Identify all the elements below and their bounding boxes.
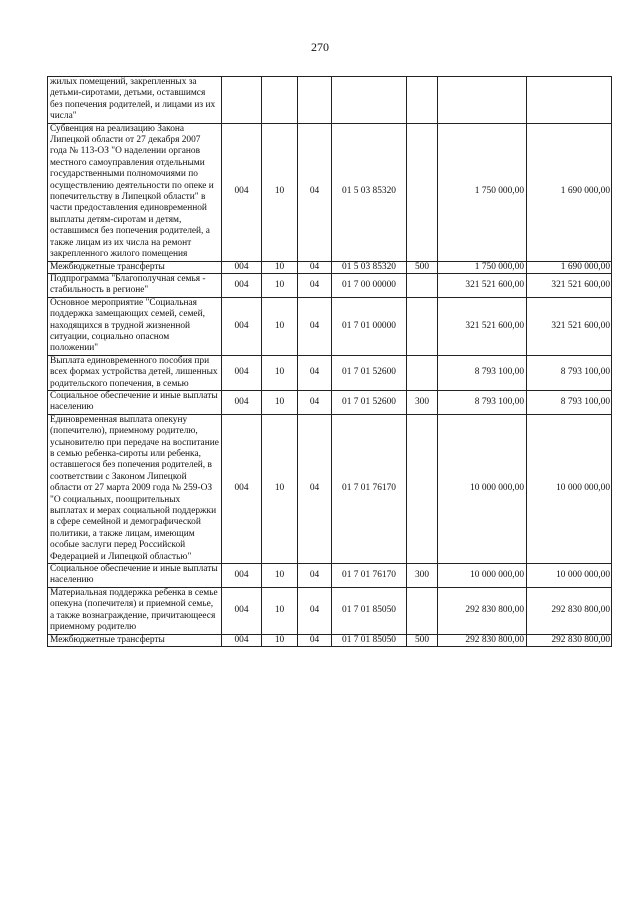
cell-ved-code — [222, 77, 262, 124]
cell-name: Межбюджетные трансферты — [48, 261, 222, 273]
cell-subsection-code: 04 — [298, 261, 332, 273]
cell-amount-1 — [438, 77, 527, 124]
cell-subsection-code: 04 — [298, 297, 332, 355]
cell-subsection-code: 04 — [298, 634, 332, 646]
cell-subsection-code: 04 — [298, 355, 332, 390]
cell-amount-1: 8 793 100,00 — [438, 355, 527, 390]
cell-expense-type — [407, 587, 438, 634]
table-row — [48, 77, 612, 124]
cell-subsection-code: 04 — [298, 390, 332, 414]
cell-amount-1: 8 793 100,00 — [438, 390, 527, 414]
cell-amount-2: 292 830 800,00 — [527, 587, 612, 634]
cell-name: Выплата единовременного пособия при всех формах устройства детей, лишенных родительского попечения, в семью — [48, 355, 222, 390]
cell-name: Основное мероприятие "Социальная поддержка замещающих семей, семей, находящихся в трудной жизненной ситуации, социально опасном положении" — [48, 297, 222, 355]
cell-amount-1: 10 000 000,00 — [438, 564, 527, 588]
cell-subsection-code: 04 — [298, 273, 332, 297]
cell-target-article: 01 7 01 76170 — [332, 414, 407, 563]
cell-expense-type: 300 — [407, 564, 438, 588]
cell-expense-type — [407, 414, 438, 563]
cell-subsection-code: 04 — [298, 123, 332, 261]
cell-name: Единовременная выплата опекуну (попечителю), приемному родителю, усыновителю при передаче на воспитание в семью ребенка-сироты или ребенка, оставшегося без попечения родителей, в соответствии с Законом Липецкой области от 27 марта 2009 года № 259-ОЗ "О социальных, поощрительных выплатах и мерах социальной поддержки в сфере семейной и демографической политики, а также лицам, имеющим особые заслуги перед Российской Федерацией и Липецкой областью" — [48, 414, 222, 563]
cell-name: Межбюджетные трансферты — [48, 634, 222, 646]
cell-target-article: 01 5 03 85320 — [332, 261, 407, 273]
cell-expense-type: 500 — [407, 261, 438, 273]
cell-target-article: 01 7 01 52600 — [332, 355, 407, 390]
cell-amount-1: 292 830 800,00 — [438, 587, 527, 634]
cell-target-article — [332, 77, 407, 124]
cell-target-article: 01 7 01 52600 — [332, 390, 407, 414]
cell-amount-2: 292 830 800,00 — [527, 634, 612, 646]
cell-subsection-code — [298, 77, 332, 124]
cell-expense-type: 300 — [407, 390, 438, 414]
cell-amount-1: 10 000 000,00 — [438, 414, 527, 563]
cell-ved-code: 004 — [222, 273, 262, 297]
cell-target-article: 01 7 01 00000 — [332, 297, 407, 355]
budget-table — [47, 76, 612, 647]
table-row — [48, 390, 612, 414]
cell-amount-1: 321 521 600,00 — [438, 273, 527, 297]
cell-ved-code: 004 — [222, 355, 262, 390]
cell-name: Социальное обеспечение и иные выплаты населению — [48, 564, 222, 588]
cell-section-code: 10 — [262, 273, 298, 297]
table-row — [48, 273, 612, 297]
cell-section-code: 10 — [262, 587, 298, 634]
cell-amount-2: 8 793 100,00 — [527, 355, 612, 390]
cell-amount-1: 1 750 000,00 — [438, 261, 527, 273]
cell-amount-2: 1 690 000,00 — [527, 123, 612, 261]
cell-subsection-code: 04 — [298, 587, 332, 634]
table-row — [48, 634, 612, 646]
table-row — [48, 414, 612, 563]
cell-amount-1: 292 830 800,00 — [438, 634, 527, 646]
cell-expense-type — [407, 297, 438, 355]
table-body — [48, 77, 612, 647]
cell-name: Подпрограмма "Благополучная семья - стабильность в регионе" — [48, 273, 222, 297]
cell-expense-type — [407, 123, 438, 261]
cell-name: жилых помещений, закрепленных за детьми-сиротами, детьми, оставшимся без попечения родителей, и лицами из их числа" — [48, 77, 222, 124]
cell-ved-code: 004 — [222, 123, 262, 261]
cell-ved-code: 004 — [222, 634, 262, 646]
cell-name: Материальная поддержка ребенка в семье опекуна (попечителя) и приемной семье, а также вознаграждение, причитающееся приемному родителю — [48, 587, 222, 634]
cell-amount-2: 1 690 000,00 — [527, 261, 612, 273]
cell-amount-1: 1 750 000,00 — [438, 123, 527, 261]
cell-section-code: 10 — [262, 414, 298, 563]
cell-target-article: 01 7 01 85050 — [332, 587, 407, 634]
cell-amount-2: 8 793 100,00 — [527, 390, 612, 414]
cell-ved-code: 004 — [222, 390, 262, 414]
page-number: 270 — [311, 40, 329, 54]
table-row — [48, 564, 612, 588]
cell-section-code: 10 — [262, 390, 298, 414]
cell-target-article: 01 7 01 76170 — [332, 564, 407, 588]
cell-target-article: 01 7 01 85050 — [332, 634, 407, 646]
cell-target-article: 01 7 00 00000 — [332, 273, 407, 297]
cell-expense-type — [407, 273, 438, 297]
cell-ved-code: 004 — [222, 587, 262, 634]
table-row — [48, 355, 612, 390]
cell-section-code: 10 — [262, 123, 298, 261]
table-row — [48, 587, 612, 634]
cell-expense-type — [407, 355, 438, 390]
cell-target-article: 01 5 03 85320 — [332, 123, 407, 261]
table-row — [48, 297, 612, 355]
cell-section-code: 10 — [262, 355, 298, 390]
cell-ved-code: 004 — [222, 297, 262, 355]
cell-expense-type: 500 — [407, 634, 438, 646]
cell-subsection-code: 04 — [298, 414, 332, 563]
cell-amount-2 — [527, 77, 612, 124]
cell-amount-2: 10 000 000,00 — [527, 414, 612, 563]
cell-section-code — [262, 77, 298, 124]
cell-subsection-code: 04 — [298, 564, 332, 588]
table-row — [48, 123, 612, 261]
cell-amount-2: 321 521 600,00 — [527, 273, 612, 297]
cell-amount-2: 10 000 000,00 — [527, 564, 612, 588]
cell-section-code: 10 — [262, 297, 298, 355]
cell-ved-code: 004 — [222, 261, 262, 273]
cell-section-code: 10 — [262, 564, 298, 588]
cell-amount-1: 321 521 600,00 — [438, 297, 527, 355]
cell-name: Субвенция на реализацию Закона Липецкой области от 27 декабря 2007 года № 113-ОЗ "О наделении органов местного самоуправления отдельными государственными полномочиями по осуществлению деятельности по опеке и попечительству в Липецкой области" в части предоставления единовременной выплаты детям-сиротам и детям, оставшимся без попечения родителей, а также лицам из их числа на ремонт закрепленного жилого помещения — [48, 123, 222, 261]
cell-ved-code: 004 — [222, 564, 262, 588]
cell-expense-type — [407, 77, 438, 124]
cell-section-code: 10 — [262, 634, 298, 646]
cell-name: Социальное обеспечение и иные выплаты населению — [48, 390, 222, 414]
cell-amount-2: 321 521 600,00 — [527, 297, 612, 355]
table-row — [48, 261, 612, 273]
cell-ved-code: 004 — [222, 414, 262, 563]
cell-section-code: 10 — [262, 261, 298, 273]
